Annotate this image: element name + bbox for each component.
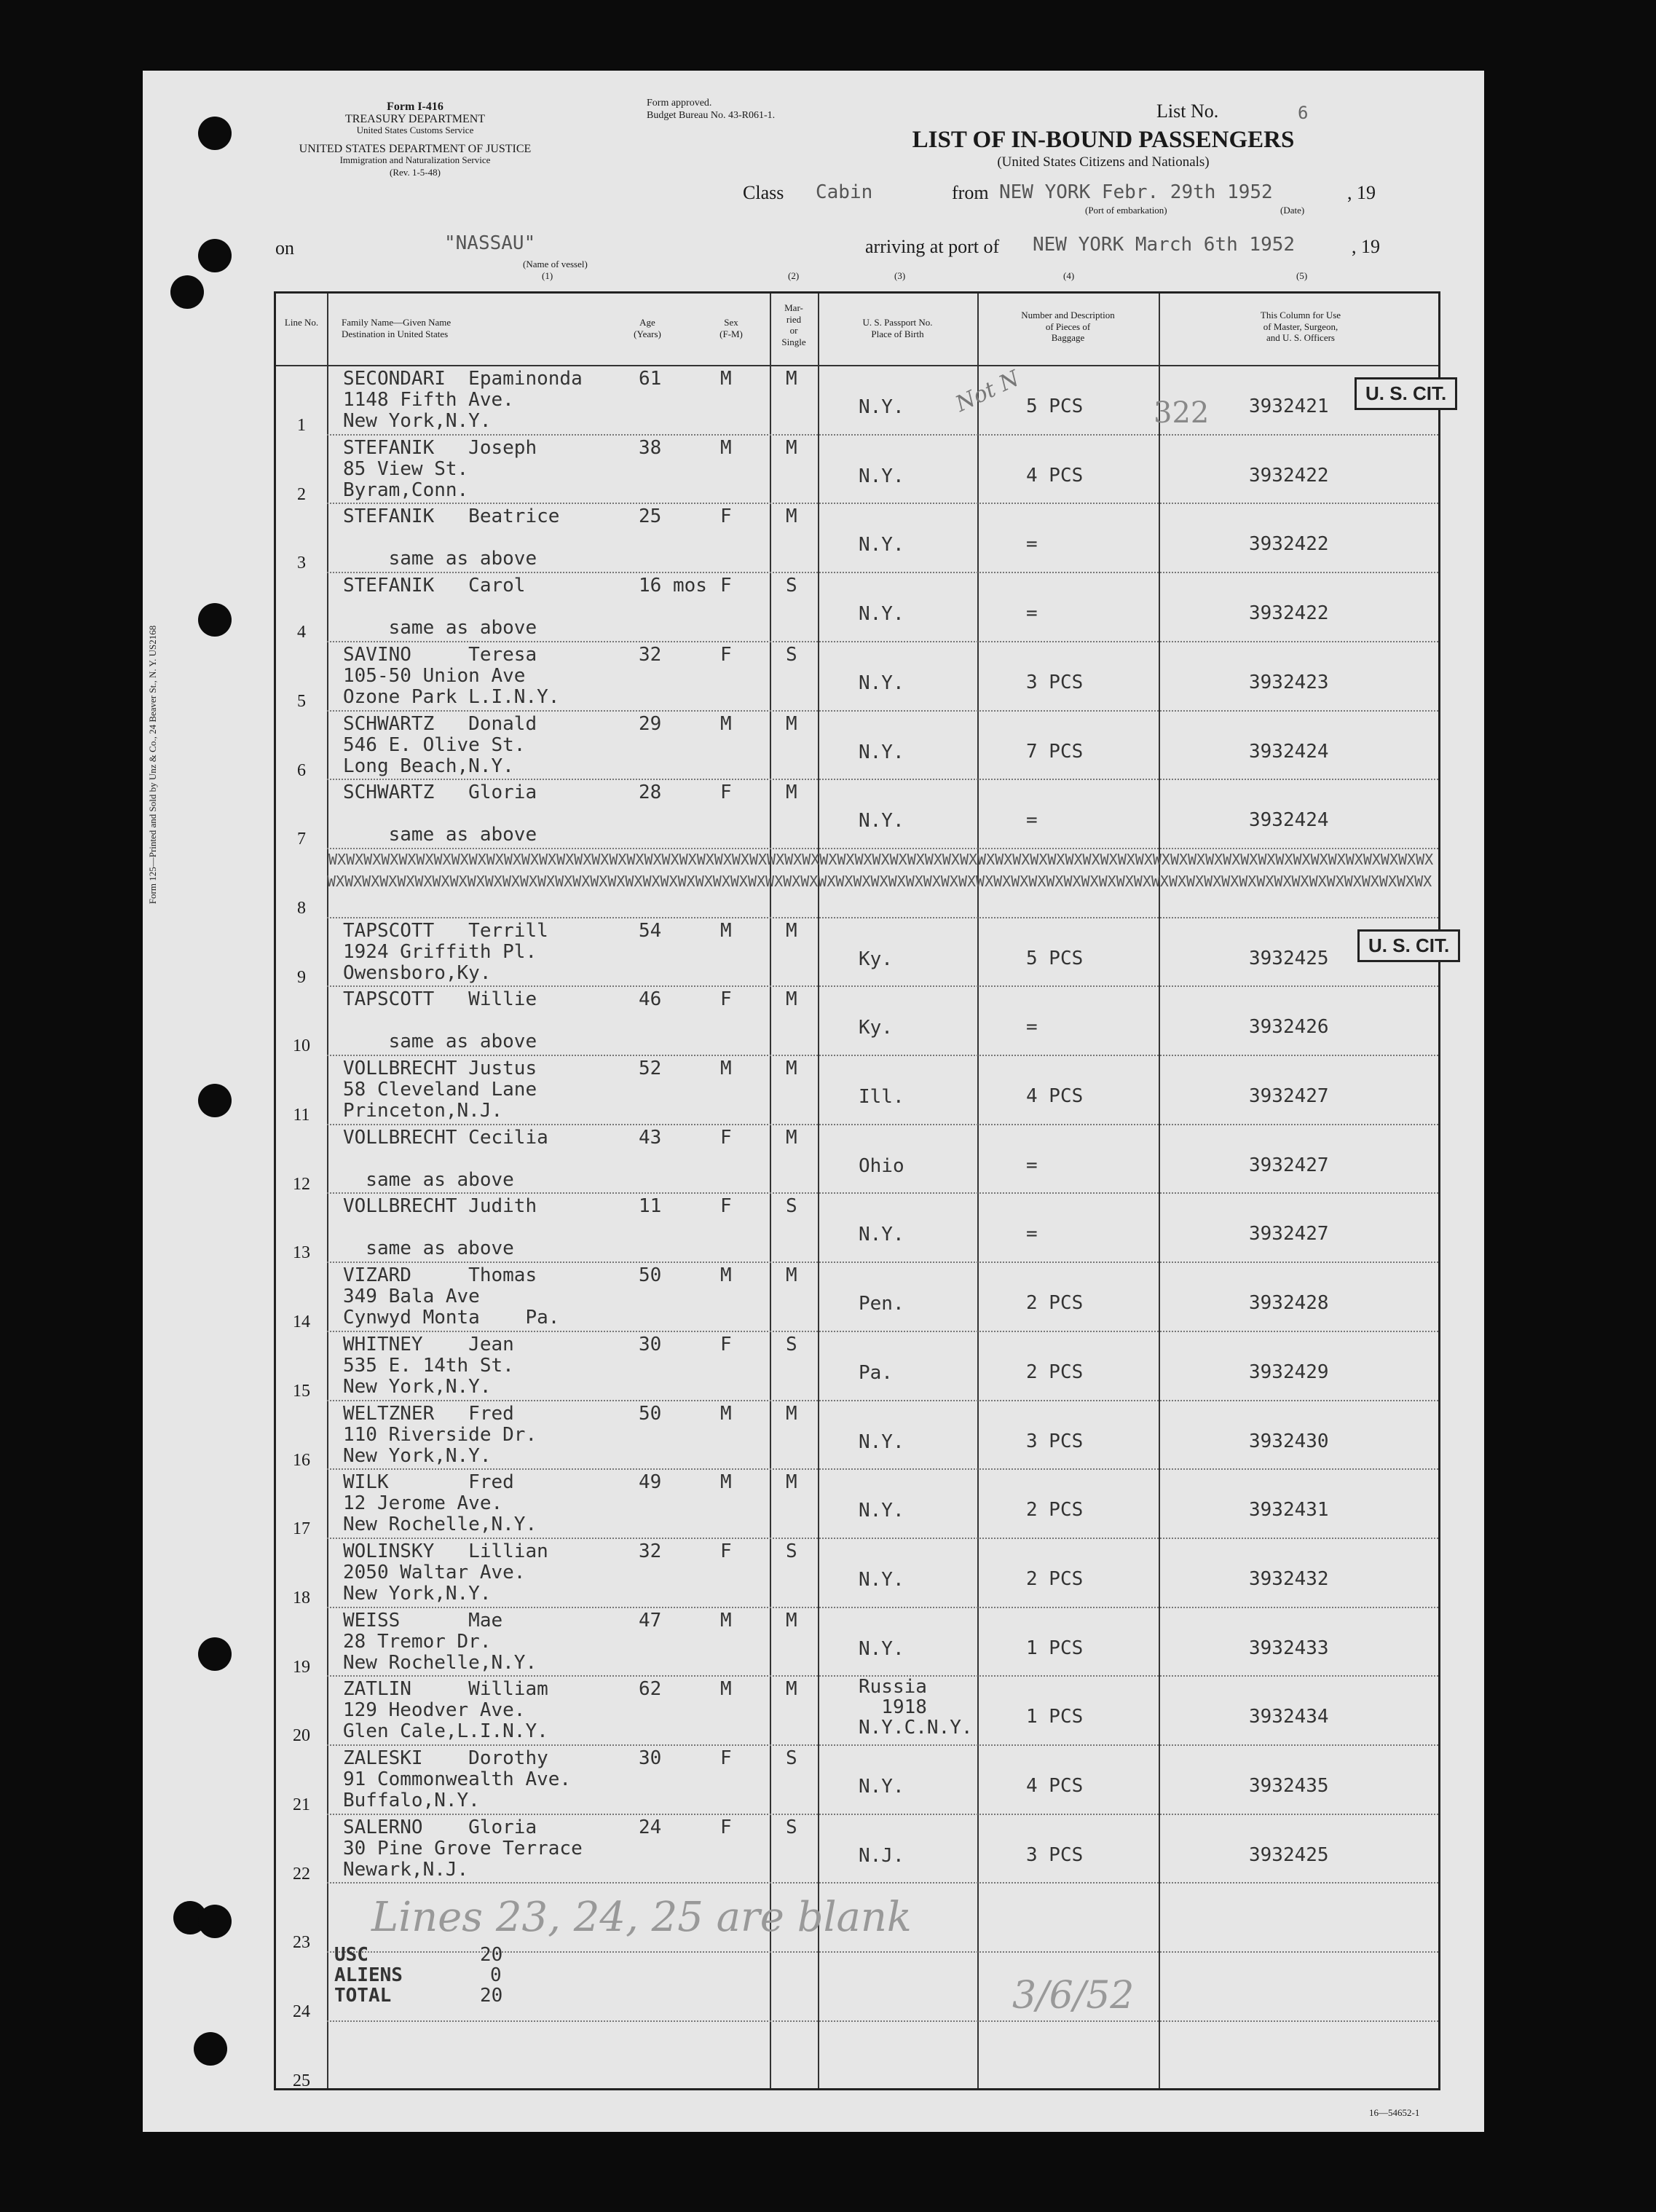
officer-number: 3932424 — [1249, 740, 1329, 763]
officer-number: 3932427 — [1249, 1085, 1329, 1107]
baggage: 2 PCS — [1026, 1292, 1084, 1315]
marital-status: M — [786, 368, 797, 390]
address-line: New York,N.Y. — [343, 1444, 492, 1467]
passenger-name: WHITNEY Jean — [343, 1333, 514, 1355]
budget-bureau: Budget Bureau No. 43-R061-1. — [647, 110, 776, 121]
line-number: 5 — [297, 691, 306, 711]
line-number: 23 — [293, 1933, 310, 1953]
place-of-birth: N.J. — [859, 1844, 904, 1867]
address-line: Glen Cale,L.I.N.Y. — [343, 1720, 548, 1743]
marital-status: M — [786, 1609, 797, 1632]
address-line: 110 Riverside Dr. — [343, 1423, 537, 1446]
punch-hole — [198, 117, 232, 150]
place-of-birth: N.Y. — [859, 1637, 904, 1660]
punch-hole — [198, 1637, 232, 1671]
age: 29 — [639, 712, 662, 735]
usc-value: 20 — [480, 1944, 503, 1966]
marital-status: M — [786, 919, 797, 942]
sex: M — [720, 1264, 732, 1287]
passenger-name: SALERNO Gloria — [343, 1816, 537, 1838]
age: 47 — [639, 1609, 662, 1632]
sex: M — [720, 712, 732, 735]
place-of-birth: N.Y. — [859, 534, 904, 556]
date-caption: (Date) — [1280, 205, 1305, 216]
marital-status: S — [786, 643, 797, 666]
form-number: Form I-416 — [387, 101, 443, 113]
address-line: Ozone Park L.I.N.Y. — [343, 685, 560, 708]
place-of-birth: N.Y. — [859, 1776, 904, 1798]
address-line: New York,N.Y. — [343, 1582, 492, 1605]
manifest-subtitle: (United States Citizens and Nationals) — [997, 154, 1210, 170]
officer-number: 3932423 — [1249, 671, 1329, 693]
marital-status: S — [786, 575, 797, 597]
line-number: 16 — [293, 1450, 310, 1470]
column-number-4: (4) — [1063, 270, 1075, 281]
marital-status: M — [786, 1058, 797, 1079]
row-divider — [327, 2020, 1438, 2022]
address-line: 1924 Griffith Pl. — [343, 940, 537, 963]
officer-number: 3932427 — [1249, 1154, 1329, 1176]
vessel-name: "NASSAU" — [444, 232, 536, 254]
ins-title: Immigration and Naturalization Service — [339, 154, 491, 165]
struck-out-entry: WXWXWXWXWXWXWXWXWXWXWXWXWXWXWXWXWXWXWXWXWXWXWXWXWXWXWXWXWXWXWXWXWXWXWXWXWXWXWXWXWXWXWXWXWXWXWXWXWXWXWXWXWXWXWXWXWXWXWXWXWXWXWX — [327, 872, 1432, 890]
row-divider — [327, 710, 1438, 712]
line-number: 17 — [293, 1519, 310, 1539]
age: 52 — [639, 1058, 662, 1079]
line-number: 11 — [293, 1106, 310, 1125]
row-divider — [327, 1331, 1438, 1332]
arriving-label: arriving at port of — [865, 236, 1000, 257]
row-divider — [327, 917, 1438, 918]
place-of-birth: N.Y. — [859, 1500, 904, 1522]
line-number: 18 — [293, 1588, 310, 1607]
age: 46 — [639, 988, 662, 1011]
place-of-birth: Ill. — [859, 1086, 904, 1108]
baggage: 3 PCS — [1026, 671, 1084, 693]
address-line: 58 Cleveland Lane — [343, 1079, 537, 1101]
sex: F — [720, 1333, 732, 1355]
form-revision: (Rev. 1-5-48) — [390, 167, 441, 178]
address-line: 546 E. Olive St. — [343, 733, 526, 756]
age: 49 — [639, 1471, 662, 1494]
us-citizen-stamp: U. S. CIT. — [1357, 929, 1460, 962]
address-line: 91 Commonwealth Ave. — [343, 1768, 572, 1790]
age: 16 mos — [639, 575, 707, 597]
row-divider — [327, 985, 1438, 987]
baggage: 2 PCS — [1026, 1567, 1084, 1590]
row-divider — [327, 1192, 1438, 1194]
arrival-year: , 19 — [1352, 236, 1380, 257]
marital-status: S — [786, 1195, 797, 1218]
row-divider — [327, 1744, 1438, 1746]
address-line: 129 Heodver Ave. — [343, 1699, 526, 1722]
line-number: 2 — [297, 484, 306, 504]
baggage: 7 PCS — [1026, 740, 1084, 763]
line-number: 14 — [293, 1312, 310, 1332]
passenger-name: VOLLBRECHT Cecilia — [343, 1126, 548, 1149]
header-name: Family Name—Given Name Destination in United States — [342, 317, 452, 339]
place-of-birth: N.Y. — [859, 1430, 904, 1453]
from-year: , 19 — [1347, 182, 1376, 203]
address-line: same as above — [343, 1031, 537, 1053]
sex: F — [720, 505, 732, 528]
row-divider — [327, 503, 1438, 504]
embarkation-value: NEW YORK Febr. 29th 1952 — [999, 181, 1273, 203]
baggage: 2 PCS — [1026, 1361, 1084, 1383]
sex: M — [720, 1678, 732, 1701]
age: 24 — [639, 1816, 662, 1838]
address-line: Cynwyd Monta Pa. — [343, 1307, 560, 1329]
place-of-birth: N.Y. — [859, 1568, 904, 1591]
address-line: 2050 Waltar Ave. — [343, 1561, 526, 1583]
sex: M — [720, 436, 732, 459]
address-line: Princeton,N.J. — [343, 1100, 503, 1122]
passenger-name: STEFANIK Carol — [343, 575, 526, 597]
treasury-dept: TREASURY DEPARTMENT — [344, 113, 486, 125]
age: 38 — [639, 436, 662, 459]
marital-status: S — [786, 1333, 797, 1355]
passenger-name: WELTZNER Fred — [343, 1402, 514, 1425]
vessel-caption: (Name of vessel) — [523, 259, 588, 269]
place-of-birth: N.Y. — [859, 1224, 904, 1246]
officer-number: 3932422 — [1249, 464, 1329, 487]
row-divider — [327, 848, 1438, 849]
baggage: 4 PCS — [1026, 464, 1084, 487]
age: 32 — [639, 1540, 662, 1562]
passenger-name: VIZARD Thomas — [343, 1264, 537, 1287]
marital-status: M — [786, 712, 797, 735]
struck-out-entry: WXWXWXWXWXWXWXWXWXWXWXWXWXWXWXWXWXWXWXWXWXWXWXWXWXWXWXWXWXWXWXWXWXWXWXWXWXWXWXWXWXWXWXWXWXWXWXWXWXWXWXWXWXWXWXWXWXWXWXWXWXWXWX — [328, 850, 1434, 868]
age: 25 — [639, 505, 662, 528]
place-of-birth: Pa. — [859, 1361, 893, 1384]
place-of-birth: N.Y. — [859, 741, 904, 763]
line-number: 4 — [297, 623, 306, 642]
column-number-3: (3) — [894, 270, 906, 281]
punch-hole — [198, 239, 232, 272]
list-no-value: 6 — [1298, 103, 1309, 123]
sex: M — [720, 368, 732, 390]
passenger-name: WOLINSKY Lillian — [343, 1540, 548, 1562]
usc-label: USC — [334, 1944, 368, 1966]
passenger-name: SCHWARTZ Donald — [343, 712, 537, 735]
sex: F — [720, 1816, 732, 1838]
line-number: 21 — [293, 1795, 310, 1814]
line-number: 3 — [297, 554, 306, 573]
on-label: on — [275, 237, 294, 259]
us-citizen-stamp: U. S. CIT. — [1355, 377, 1457, 410]
place-of-birth: Ky. — [859, 948, 893, 970]
address-line: New York,N.Y. — [343, 1375, 492, 1398]
line-number: 24 — [293, 2002, 310, 2022]
sex: F — [720, 643, 732, 666]
place-of-birth: N.Y. — [859, 810, 904, 833]
baggage: 4 PCS — [1026, 1775, 1084, 1797]
passenger-name: STEFANIK Joseph — [343, 436, 537, 459]
header-officers: This Column for Use of Master, Surgeon, and U. S. Officers — [1260, 310, 1341, 344]
address-line: 105-50 Union Ave — [343, 664, 526, 687]
officer-number: 3932422 — [1249, 533, 1329, 556]
baggage: 3 PCS — [1026, 1430, 1084, 1452]
address-line: same as above — [343, 824, 537, 846]
handwritten-number: 322 — [1154, 396, 1210, 430]
baggage: 5 PCS — [1026, 947, 1084, 969]
address-line: New Rochelle,N.Y. — [343, 1514, 537, 1536]
officer-number: 3932430 — [1249, 1430, 1329, 1452]
baggage: = — [1026, 533, 1038, 556]
address-line: 85 View St. — [343, 457, 469, 480]
age: 61 — [639, 368, 662, 390]
officer-number: 3932435 — [1249, 1775, 1329, 1797]
marital-status: M — [786, 782, 797, 804]
sex: M — [720, 1471, 732, 1494]
passenger-name: SAVINO Teresa — [343, 643, 537, 666]
address-line: Newark,N.J. — [343, 1858, 469, 1881]
line-number: 10 — [293, 1036, 310, 1056]
row-divider — [327, 1124, 1438, 1125]
header-married: Mar- ried or Single — [781, 302, 806, 347]
address-line: same as above — [343, 1237, 514, 1260]
punch-hole — [194, 2032, 227, 2066]
column-number-1: (1) — [542, 270, 553, 281]
address-line: same as above — [343, 548, 537, 570]
passenger-name: SCHWARTZ Gloria — [343, 782, 537, 804]
row-divider — [327, 1055, 1438, 1056]
officer-number: 3932433 — [1249, 1637, 1329, 1659]
arrival-value: NEW YORK March 6th 1952 — [1033, 234, 1296, 256]
sex: F — [720, 1747, 732, 1769]
address-line: 12 Jerome Ave. — [343, 1492, 503, 1515]
total-value: 20 — [480, 1985, 503, 2007]
list-no-label: List No. — [1156, 101, 1219, 122]
row-divider — [327, 1814, 1438, 1815]
passenger-name: TAPSCOTT Terrill — [343, 919, 548, 942]
handwritten-note: Not N — [951, 366, 1024, 417]
line-number: 25 — [293, 2071, 310, 2090]
baggage: 1 PCS — [1026, 1706, 1084, 1728]
line-number: 7 — [297, 830, 306, 849]
baggage: 2 PCS — [1026, 1499, 1084, 1522]
marital-status: S — [786, 1747, 797, 1769]
header-baggage: Number and Description of Pieces of Baggage — [1021, 310, 1115, 344]
officer-number: 3932426 — [1249, 1016, 1329, 1039]
age: 43 — [639, 1126, 662, 1149]
line-number: 19 — [293, 1657, 310, 1677]
port-embarkation-caption: (Port of embarkation) — [1085, 205, 1167, 216]
line-number: 1 — [297, 416, 306, 435]
header-age: Age (Years) — [634, 317, 661, 339]
age: 50 — [639, 1264, 662, 1287]
age: 11 — [639, 1195, 662, 1218]
address-line: 535 E. 14th St. — [343, 1354, 514, 1377]
marital-status: S — [786, 1816, 797, 1838]
officer-number: 3932421 — [1249, 395, 1329, 417]
address-line: 1148 Fifth Ave. — [343, 389, 514, 411]
age: 32 — [639, 643, 662, 666]
passenger-name: STEFANIK Beatrice — [343, 505, 560, 528]
officer-number: 3932432 — [1249, 1567, 1329, 1590]
line-number: 22 — [293, 1864, 310, 1884]
passenger-name: WILK Fred — [343, 1471, 514, 1494]
doj-title: UNITED STATES DEPARTMENT OF JUSTICE — [299, 143, 532, 155]
officer-number: 3932424 — [1249, 809, 1329, 832]
printer-imprint: Form 125—Printed and Sold by Unz & Co., 24 Beaver St., N. Y. US2168 — [147, 625, 158, 905]
age: 54 — [639, 919, 662, 942]
address-line: 28 Tremor Dr. — [343, 1630, 492, 1653]
address-line: Long Beach,N.Y. — [343, 755, 514, 777]
passenger-name: WEISS Mae — [343, 1609, 503, 1632]
sex: F — [720, 782, 732, 804]
baggage: 3 PCS — [1026, 1843, 1084, 1866]
sex: M — [720, 1058, 732, 1079]
place-of-birth: N.Y. — [859, 603, 904, 626]
line-number: 12 — [293, 1174, 310, 1194]
handwritten-blank-lines-note: Lines 23, 24, 25 are blank — [371, 1894, 912, 1941]
row-divider — [327, 779, 1438, 780]
passenger-name: SECONDARI Epaminonda — [343, 368, 583, 390]
header-line-no: Line No. — [284, 317, 319, 328]
marital-status: M — [786, 1678, 797, 1701]
sex: F — [720, 1540, 732, 1562]
sex: M — [720, 1402, 732, 1425]
baggage: 4 PCS — [1026, 1085, 1084, 1107]
address-line: Owensboro,Ky. — [343, 961, 492, 984]
address-line: New York,N.Y. — [343, 410, 492, 432]
total-label: TOTAL — [334, 1985, 392, 2007]
sex: M — [720, 919, 732, 942]
officer-number: 3932427 — [1249, 1223, 1329, 1245]
age: 30 — [639, 1747, 662, 1769]
line-number: 6 — [297, 760, 306, 780]
class-label: Class — [743, 182, 784, 203]
class-value: Cabin — [816, 181, 873, 203]
baggage: = — [1026, 602, 1038, 625]
officer-number: 3932425 — [1249, 947, 1329, 969]
age: 30 — [639, 1333, 662, 1355]
marital-status: M — [786, 1264, 797, 1287]
column-number-2: (2) — [788, 270, 800, 281]
marital-status: M — [786, 1402, 797, 1425]
line-number: 8 — [297, 898, 306, 918]
passenger-name: TAPSCOTT Willie — [343, 988, 537, 1011]
baggage: = — [1026, 1016, 1038, 1039]
baggage: = — [1026, 1154, 1038, 1176]
from-label: from — [952, 182, 989, 203]
place-of-birth: Pen. — [859, 1293, 904, 1315]
punch-hole — [198, 1905, 232, 1938]
address-line: Byram,Conn. — [343, 479, 469, 501]
sex: F — [720, 1126, 732, 1149]
passenger-name: VOLLBRECHT Judith — [343, 1195, 537, 1218]
row-divider — [327, 1882, 1438, 1884]
baggage: = — [1026, 809, 1038, 832]
age: 62 — [639, 1678, 662, 1701]
punch-hole — [198, 603, 232, 637]
passenger-table — [274, 291, 1440, 2090]
header-sex: Sex (F-M) — [719, 317, 743, 339]
line-number: 20 — [293, 1726, 310, 1746]
sex: F — [720, 1195, 732, 1218]
officer-number: 3932428 — [1249, 1292, 1329, 1315]
officer-number: 3932425 — [1249, 1843, 1329, 1866]
address-line: 30 Pine Grove Terrace — [343, 1837, 583, 1859]
sex: M — [720, 1609, 732, 1632]
marital-status: S — [786, 1540, 797, 1562]
handwritten-signature-date: 3/6/52 — [1012, 1974, 1135, 2018]
marital-status: M — [786, 988, 797, 1011]
line-number: 9 — [297, 967, 306, 987]
address-line: 349 Bala Ave — [343, 1286, 480, 1308]
row-divider — [327, 1607, 1438, 1608]
manifest-title: LIST OF IN-BOUND PASSENGERS — [912, 127, 1295, 153]
address-line: same as above — [343, 1168, 514, 1191]
marital-status: M — [786, 1471, 797, 1494]
punch-hole — [170, 275, 204, 309]
header-passport: U. S. Passport No. Place of Birth — [862, 317, 933, 339]
sex: F — [720, 575, 732, 597]
row-divider — [327, 1468, 1438, 1470]
form-approved: Form approved. — [647, 98, 712, 109]
officer-number: 3932434 — [1249, 1706, 1329, 1728]
column-number-5: (5) — [1296, 270, 1308, 281]
sex: F — [720, 988, 732, 1011]
age: 50 — [639, 1402, 662, 1425]
footer-code: 16—54652-1 — [1369, 2107, 1420, 2118]
punch-hole — [198, 1084, 232, 1117]
marital-status: M — [786, 505, 797, 528]
baggage: 5 PCS — [1026, 395, 1084, 417]
place-of-birth: N.Y. — [859, 465, 904, 487]
passenger-name: VOLLBRECHT Justus — [343, 1058, 537, 1079]
officer-number: 3932422 — [1249, 602, 1329, 625]
age: 28 — [639, 782, 662, 804]
address-line: Buffalo,N.Y. — [343, 1790, 480, 1811]
customs-service: United States Customs Service — [356, 125, 474, 135]
line-number: 13 — [293, 1243, 310, 1263]
address-line: same as above — [343, 617, 537, 639]
officer-number: 3932431 — [1249, 1499, 1329, 1522]
aliens-label: ALIENS — [334, 1964, 403, 1986]
aliens-value: 0 — [490, 1964, 502, 1986]
address-line: New Rochelle,N.Y. — [343, 1651, 537, 1674]
line-number: 15 — [293, 1381, 310, 1401]
baggage: 1 PCS — [1026, 1637, 1084, 1659]
row-divider — [327, 572, 1438, 573]
row-divider — [327, 1538, 1438, 1539]
baggage: = — [1026, 1223, 1038, 1245]
row-divider — [327, 1262, 1438, 1263]
row-divider — [327, 434, 1438, 436]
officer-number: 3932429 — [1249, 1361, 1329, 1383]
row-divider — [327, 1400, 1438, 1401]
place-of-birth: Ky. — [859, 1017, 893, 1039]
place-of-birth: N.Y. — [859, 672, 904, 694]
place-of-birth: Ohio — [859, 1154, 904, 1177]
marital-status: M — [786, 436, 797, 459]
passenger-name: ZALESKI Dorothy — [343, 1747, 548, 1769]
row-divider — [327, 641, 1438, 642]
passenger-name: ZATLIN William — [343, 1678, 548, 1701]
place-of-birth: N.Y. — [859, 396, 904, 418]
marital-status: M — [786, 1126, 797, 1149]
place-of-birth: Russia 1918 N.Y.C.N.Y. — [859, 1676, 973, 1739]
